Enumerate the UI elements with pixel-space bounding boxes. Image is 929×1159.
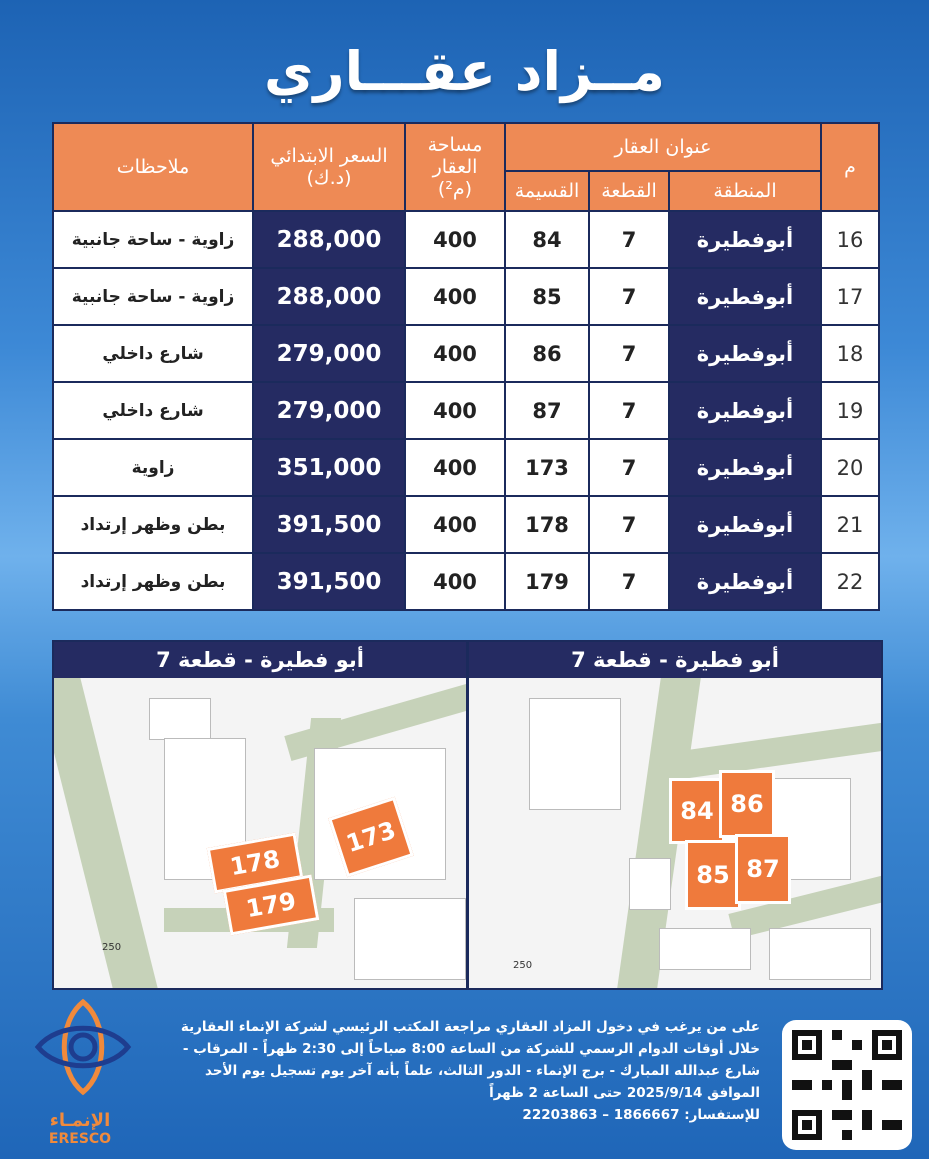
cell-area: 400 [405,496,505,553]
cell-area: 400 [405,382,505,439]
map-plan [54,678,466,988]
cell-note: زاوية [53,439,253,496]
map-panel-left [52,640,468,990]
cell-plot: 85 [505,268,589,325]
cell-region: أبوفطيرة [669,211,821,268]
logo-wordmark [30,1110,130,1147]
cell-block: 7 [589,268,669,325]
cell-block: 7 [589,439,669,496]
cell-note: بطن وظهر إرتداد [53,496,253,553]
cell-plot: 84 [505,211,589,268]
cell-index: 20 [821,439,879,496]
table-row [53,496,879,553]
header-block: القطعة [589,171,669,211]
cell-note: شارع داخلي [53,382,253,439]
cell-area: 400 [405,268,505,325]
cell-index: 18 [821,325,879,382]
cell-area: 400 [405,553,505,610]
cell-price: 391,500 [253,553,405,610]
cell-index: 22 [821,553,879,610]
cell-index: 17 [821,268,879,325]
road-label: 250 [513,960,533,971]
cell-index: 19 [821,382,879,439]
table-row [53,268,879,325]
cell-price: 288,000 [253,211,405,268]
registration-info [150,1016,760,1126]
cell-price: 351,000 [253,439,405,496]
cell-note: شارع داخلي [53,325,253,382]
header-notes: ملاحظات [53,123,253,211]
header-area-unit: (م²) [437,178,473,200]
lot-179: 179 [223,875,320,936]
lot-84: 84 [669,778,725,844]
cell-price: 288,000 [253,268,405,325]
table-row [53,439,879,496]
lot-86: 86 [719,770,775,838]
map-panel-right [467,640,883,990]
cell-block: 7 [589,553,669,610]
cell-region: أبوفطيرة [669,268,821,325]
header-price-unit: (د.ك) [306,167,352,189]
cell-area: 400 [405,211,505,268]
header-area [405,123,505,211]
map-title: أبو فطيرة - قطعة 7 [469,642,881,678]
cell-note: زاوية - ساحة جانبية [53,211,253,268]
cell-plot: 178 [505,496,589,553]
cell-price: 279,000 [253,325,405,382]
cell-plot: 179 [505,553,589,610]
table-row [53,553,879,610]
table-row [53,325,879,382]
logo-latin: ERESCO [48,1131,112,1147]
cell-block: 7 [589,382,669,439]
info-line: الموافق 2025/9/14 حتى الساعة 2 ظهراً [489,1085,760,1101]
cell-note: زاوية - ساحة جانبية [53,268,253,325]
auction-table [52,122,880,611]
cell-region: أبوفطيرة [669,496,821,553]
cell-area: 400 [405,325,505,382]
contact-phones: للإستفسار: 1866667 – 22203863 [522,1107,760,1123]
info-line: خلال أوقات الدوام الرسمي للشركة من الساعة 8:00 صباحاً إلى 2:30 ظهراً - المرقاب - [182,1041,760,1057]
cell-block: 7 [589,496,669,553]
cell-index: 16 [821,211,879,268]
cell-note: بطن وظهر إرتداد [53,553,253,610]
cell-index: 21 [821,496,879,553]
header-plot: القسيمة [505,171,589,211]
map-plan [469,678,881,988]
header-price [253,123,405,211]
qr-code[interactable] [782,1020,912,1150]
cell-region: أبوفطيرة [669,439,821,496]
map-title: أبو فطيرة - قطعة 7 [54,642,466,678]
lot-87: 87 [735,834,791,904]
header-price-label: السعر الابتدائي [270,145,388,167]
cell-plot: 86 [505,325,589,382]
road-label: 250 [102,942,122,953]
cell-region: أبوفطيرة [669,382,821,439]
cell-price: 391,500 [253,496,405,553]
lot-173: 173 [328,797,414,878]
info-line: على من يرغب في دخول المزاد العقاري مراجعة المكتب الرئيسي لشركة الإنماء العقارية [180,1019,760,1035]
cell-block: 7 [589,211,669,268]
cell-region: أبوفطيرة [669,325,821,382]
header-area-label: مساحة العقار [427,134,483,178]
header-address: عنوان العقار [505,123,821,171]
cell-plot: 87 [505,382,589,439]
cell-price: 279,000 [253,382,405,439]
cell-area: 400 [405,439,505,496]
logo-arabic: الإنمـاء [49,1110,111,1131]
lot-85: 85 [685,840,741,910]
table-row [53,382,879,439]
table-row [53,211,879,268]
info-line: شارع عبدالله المبارك - برج الإنماء - الدور الثالث، علماً بأنه آخر يوم تسجيل يوم الأحد [205,1063,760,1079]
page-title: مــزاد عقـــاري [264,40,665,103]
header-index: م [821,123,879,211]
cell-plot: 173 [505,439,589,496]
cell-region: أبوفطيرة [669,553,821,610]
cell-block: 7 [589,325,669,382]
header-region: المنطقة [669,171,821,211]
lot-178: 178 [207,833,304,894]
